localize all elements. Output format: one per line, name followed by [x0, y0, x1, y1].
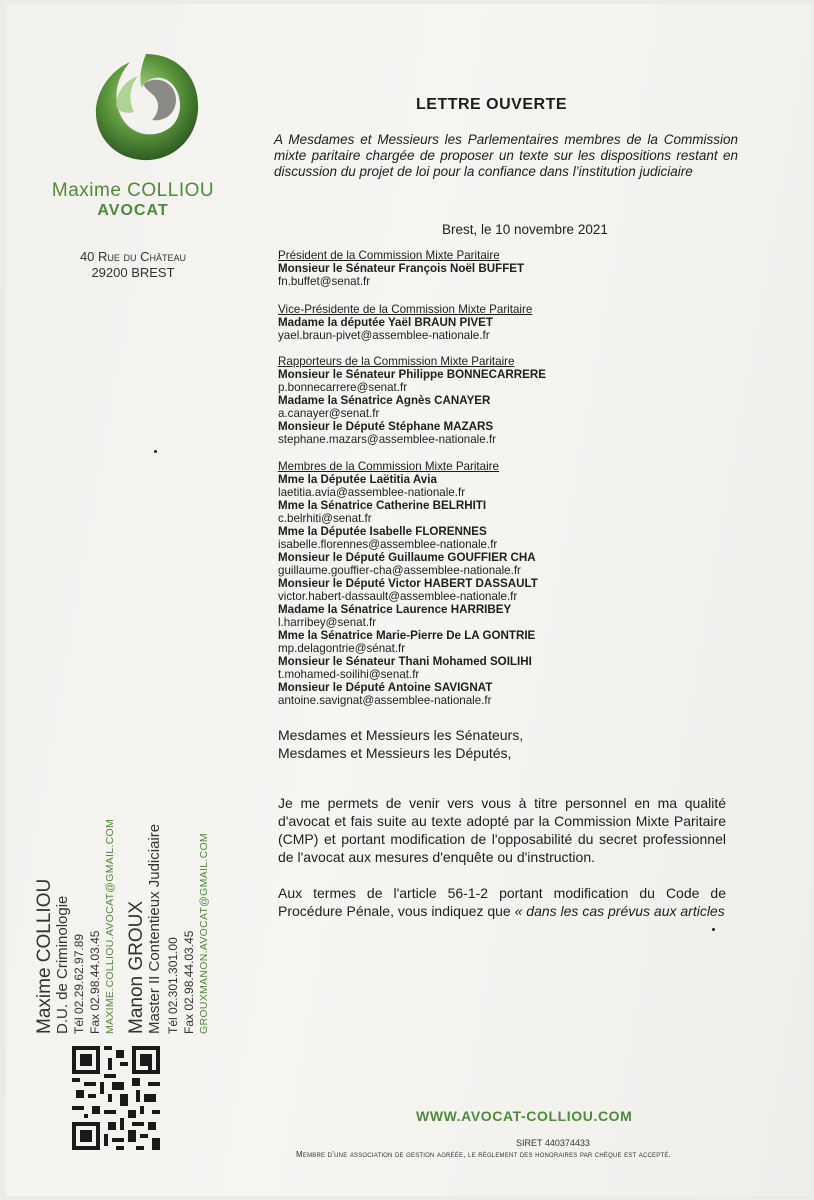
contact1-qualification: D.U. de Criminologie	[54, 895, 71, 1034]
letter-page	[6, 4, 812, 1196]
recipient-email[interactable]: laetitia.avia@assemblee-nationale.fr	[278, 486, 466, 499]
recipient-name: Madame la Sénatrice Agnès CANAYER	[278, 394, 491, 407]
recipient-email[interactable]: antoine.savignat@assemblee-nationale.fr	[278, 694, 492, 707]
body-paragraph-2-quote: « dans les cas prévus aux articles	[514, 903, 725, 919]
footer-note: Membre d’une association de gestion agréée, le règlement des honoraires par chèque est accepté.	[296, 1150, 671, 1159]
recipient-email[interactable]: mp.delagontrie@sénat.fr	[278, 642, 406, 655]
contact2-fax: Fax 02.98.44.03.45	[182, 930, 196, 1034]
address-line-2: 29200 BREST	[91, 265, 175, 280]
recipient-email[interactable]: stephane.mazars@assemblee-nationale.fr	[278, 433, 496, 446]
firm-name: Maxime COLLIOU	[51, 180, 215, 201]
recipient-group-vice-president	[278, 303, 758, 342]
paper-speck	[712, 928, 715, 931]
recipient-email[interactable]: a.canayer@senat.fr	[278, 407, 380, 420]
recipient-email[interactable]: isabelle.florennes@assemblee-nationale.fr	[278, 538, 498, 551]
body-paragraph-1: Je me permets de venir vers vous à titre personnel en ma qualité d'avocat et fais suite au texte adopté par la Commission Mixte Paritaire (CMP) et portant modification de l'opposabilité du secret professionnel de l'avocat aux mesures d'enquête ou d'instruction.	[278, 795, 726, 865]
firm-title: AVOCAT	[97, 202, 169, 219]
recipient-name: Mme la Députée Laëtitia Avia	[278, 473, 437, 486]
recipient-name: Monsieur le Député Antoine SAVIGNAT	[278, 681, 493, 694]
group-title: Rapporteurs de la Commission Mixte Paritaire	[278, 355, 515, 368]
recipient-name: Madame la députée Yaël BRAUN PIVET	[278, 316, 493, 329]
contact1-fax: Fax 02.98.44.03.45	[88, 930, 102, 1034]
letter-date: Brest, le 10 novembre 2021	[442, 222, 608, 237]
recipient-email[interactable]: t.mohamed-soilihi@senat.fr	[278, 668, 420, 681]
recipient-email[interactable]: l.harribey@senat.fr	[278, 616, 377, 629]
firm-logo-icon	[86, 48, 206, 168]
recipient-name: Mme la Députée Isabelle FLORENNES	[278, 525, 487, 538]
recipient-email[interactable]: fn.buffet@senat.fr	[278, 275, 371, 288]
recipient-email[interactable]: c.belrhiti@senat.fr	[278, 512, 372, 525]
body-paragraph-2	[278, 884, 726, 920]
recipient-email[interactable]: yael.braun-pivet@assemblee-nationale.fr	[278, 329, 490, 342]
recipient-name: Monsieur le Sénateur François Noël BUFFET	[278, 262, 525, 275]
recipient-name: Monsieur le Député Victor HABERT DASSAULT	[278, 577, 538, 590]
recipient-name: Mme la Sénatrice Marie-Pierre De LA GONTRIE	[278, 629, 536, 642]
recipient-name: Monsieur le Député Guillaume GOUFFIER CHA	[278, 551, 536, 564]
contact1-tel: Tél 02.29.62.97.89	[72, 933, 86, 1034]
recipient-name: Monsieur le Sénateur Thani Mohamed SOILIHI	[278, 655, 532, 668]
letter-intro: A Mesdames et Messieurs les Parlementaires membres de la Commission mixte paritaire chargée de proposer un texte sur les dispositions restant en discussion du projet de loi pour la confiance dans l’institution judiciaire	[274, 132, 738, 179]
salutation	[278, 726, 523, 762]
recipient-group-president	[278, 249, 758, 288]
recipient-email[interactable]: victor.habert-dassault@assemblee-nationale.fr	[278, 590, 518, 603]
group-title: Membres de la Commission Mixte Paritaire	[278, 460, 499, 473]
body-paragraph-2-text: Aux termes de l'article 56-1-2 portant modification du Code de Procédure Pénale, vous indiquez que	[278, 885, 726, 919]
recipient-group-rapporteurs	[278, 355, 758, 446]
group-title: Président de la Commission Mixte Paritaire	[278, 249, 500, 262]
contact2-email[interactable]: GROUXMANON.AVOCAT@GMAIL.COM	[198, 833, 210, 1034]
group-title: Vice-Présidente de la Commission Mixte Paritaire	[278, 303, 533, 316]
salutation-line-1: Mesdames et Messieurs les Sénateurs,	[278, 727, 524, 743]
paper-speck	[154, 450, 157, 453]
salutation-line-2: Mesdames et Messieurs les Députés,	[278, 745, 512, 761]
recipient-name: Monsieur le Sénateur Philippe BONNECARRERE	[278, 368, 546, 381]
contact1-email[interactable]: MAXIME.COLLIOU.AVOCAT@GMAIL.COM	[104, 818, 116, 1034]
contact2-tel: Tél 02.301.301.00	[166, 937, 180, 1034]
contact2-name: Manon GROUX	[126, 900, 147, 1034]
recipient-email[interactable]: guillaume.gouffier-cha@assemblee-nationale.fr	[278, 564, 521, 577]
letter-heading: LETTRE OUVERTE	[416, 96, 568, 113]
firm-address	[28, 249, 238, 281]
recipient-email[interactable]: p.bonnecarrere@senat.fr	[278, 381, 408, 394]
contact1-name: Maxime COLLIOU	[34, 878, 55, 1034]
recipient-group-members	[278, 460, 758, 707]
address-line-1: 40 Rue du Château	[79, 249, 187, 264]
contact2-qualification: Master II Contentieux Judiciaire	[146, 823, 163, 1034]
recipient-name: Mme la Sénatrice Catherine BELRHITI	[278, 499, 487, 512]
recipient-name: Madame la Sénatrice Laurence HARRIBEY	[278, 603, 512, 616]
qr-code-icon[interactable]	[72, 1046, 160, 1150]
firm-website-link[interactable]: WWW.AVOCAT-COLLIOU.COM	[416, 1108, 633, 1124]
recipient-name: Monsieur le Député Stéphane MAZARS	[278, 420, 494, 433]
siret-number: SIRET 440374433	[516, 1138, 590, 1148]
